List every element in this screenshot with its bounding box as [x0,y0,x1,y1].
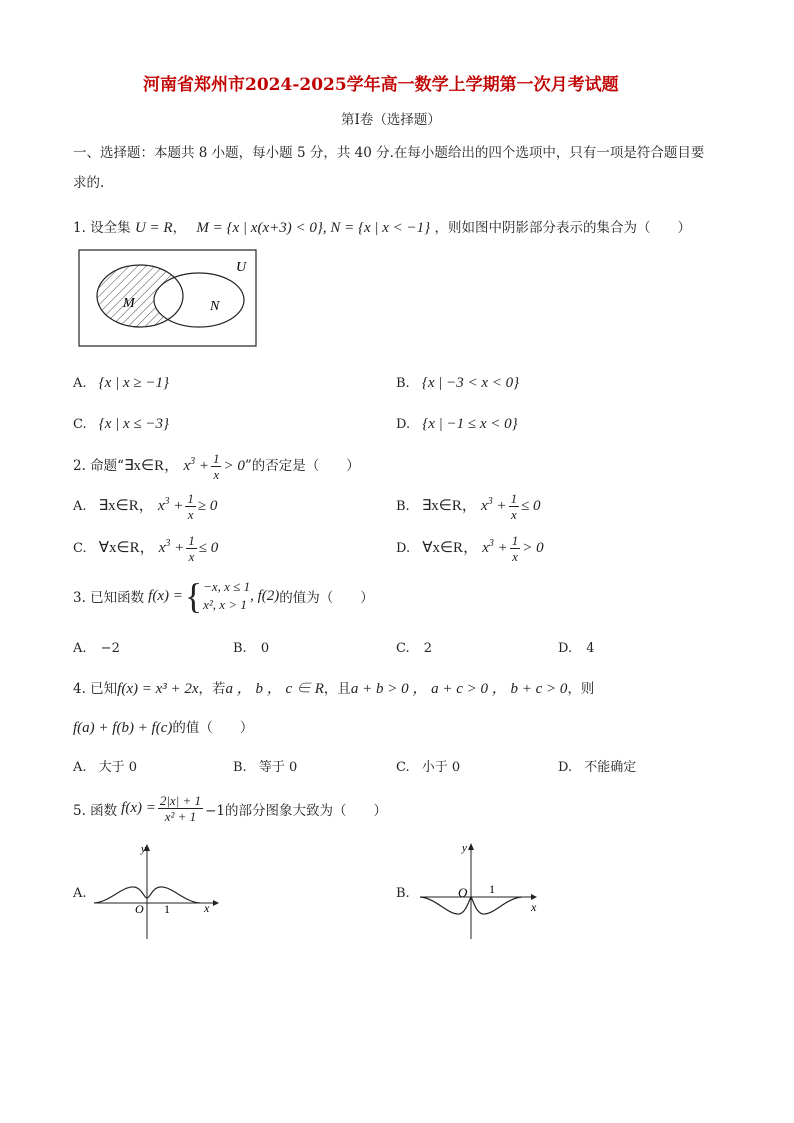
q2-suffix: ”的否定是（ ） [244,458,360,474]
y-label: y [141,843,146,855]
x-label: x [204,901,210,915]
question-4-stem-cont [73,716,253,737]
option-quantifier: ∃x∈R， [98,498,154,514]
q1-option-d[interactable] [396,416,518,433]
q4-vars: a ， b ， c ∈ R [225,681,324,697]
q1-sets: M = {x | x(x+3) < 0}, N = {x | x < −1} [196,220,431,236]
q1-number: 1. 设全集 [73,220,131,236]
option-label: D. [558,641,573,656]
option-text: 不能确定 [584,760,637,775]
q5-graph-b[interactable] [414,838,544,942]
q1-universal-set: U = R [134,220,173,236]
option-label: A. [73,499,87,514]
option-relation: ≥ 0 [197,498,218,514]
option-label: B. [233,641,247,656]
option-label: B. [396,376,410,391]
option-label: D. [558,760,573,775]
q2-prefix: 2. 命题“ [73,458,125,474]
option-label: C. [396,641,410,656]
q4-question: 的值（ ） [172,720,254,736]
x-axis-arrow-icon [213,900,219,906]
question-1-stem: 1. 设全集 U = R， M = {x | x(x+3) < 0}, N = {x | x < −1} ，则如图中阴影部分表示的集合为（ ） [73,220,691,236]
q1-option-b[interactable] [396,375,519,392]
q4-end: ，则 [567,681,595,697]
question-3-stem: 3. 已知函数 f(x) = { −x, x ≤ 1 x², x > 1 , f(2) 的值为（ ） [73,576,374,616]
option-text: {x | x ≥ −1} [98,375,169,391]
section-instructions: 一、选择题：本题共 8 小题，每小题 5 分，共 40 分.在每小题给出的四个选项中，只有一项是符合题目要 [73,145,705,161]
q3-option-c[interactable] [396,641,432,656]
q3-suffix: 的值为（ ） [279,590,374,606]
option-text: {x | x ≤ −3} [98,416,170,432]
q5-option-b-label[interactable]: B. [396,886,410,901]
q1-option-c[interactable] [73,416,169,433]
option-label: C. [396,760,410,775]
section-instructions-cont: 求的. [73,175,105,191]
option-label: D. [396,541,411,556]
option-label: C. [73,541,87,556]
option-label: A. [73,376,87,391]
question-2-stem: 2. 命题“∃x∈R， $x^3$ + $\frac{1}{x}$ > 0”的否定是（ ） [73,451,360,482]
option-quantifier: ∀x∈R， [422,540,479,556]
q4-option-b[interactable] [233,756,297,775]
option-text: 0 [260,641,270,656]
q4-function: f(x) = x³ + 2x [117,681,199,697]
tick-label-1: 1 [164,902,170,916]
q4-option-c[interactable] [396,756,460,775]
q5-numerator: 2|x| + 1 [159,793,202,808]
q4-cond-prefix: ，且 [323,681,351,697]
venn-diagram [78,249,258,348]
q4-conditions: a + b > 0 ， a + c > 0 ， b + c > 0 [350,681,568,697]
option-label: A. [73,641,87,656]
option-text: {x | −3 < x < 0} [421,375,520,391]
q4-option-d[interactable] [558,756,636,775]
option-relation: ≤ 0 [198,540,219,556]
question-4-stem [73,677,594,698]
option-relation: > 0 [522,540,544,556]
q2-option-b[interactable]: B. ∃x∈R， $x^3$ + $\frac{1}{x}$ ≤ 0 [396,491,541,522]
q4-sum: f(a) + f(b) + f(c) [73,720,173,736]
y-axis-arrow-icon [468,843,474,850]
q4-prefix: 4. 已知 [73,681,118,697]
option-label: B. [233,760,247,775]
q4-option-a[interactable] [73,756,137,775]
label-m: M [123,296,135,311]
q5-graph-a[interactable] [88,840,228,942]
label-n: N [210,299,220,314]
option-text: 大于 0 [98,760,138,775]
origin-label: O [135,902,144,916]
tick-label-1: 1 [489,882,495,896]
option-text: 2 [423,641,433,656]
q3-prefix: 3. 已知函数 [73,590,145,606]
q2-option-a[interactable]: A. ∃x∈R， $x^3$ + $\frac{1}{x}$ ≥ 0 [73,491,218,522]
q1-question: ，则如图中阴影部分表示的集合为（ ） [434,220,691,236]
option-label: A. [73,760,87,775]
q3-option-d[interactable] [558,641,595,656]
question-5-stem: 5. 函数 f(x) = $\frac{2|x| + 1}{\text{x² + 1}}$ −1的部分图象大致为（ ） [73,793,387,824]
option-text: 4 [586,641,595,656]
option-text: 小于 0 [421,760,461,775]
q3-case-2: x², x > 1 [203,597,247,612]
label-u: U [236,260,247,275]
q1-option-a[interactable] [73,375,169,392]
option-label: D. [396,417,411,432]
x-label: x [531,900,537,914]
q5-option-a-label[interactable]: A. [73,886,87,901]
option-text: {x | −1 ≤ x < 0} [422,416,518,432]
origin-label: O [458,885,468,900]
q4-mid: ，若 [198,681,226,697]
option-label: B. [396,499,410,514]
q2-option-c[interactable]: C. ∀x∈R， $x^3$ + $\frac{1}{x}$ ≤ 0 [73,533,219,564]
option-relation: ≤ 0 [521,498,541,514]
option-quantifier: ∃x∈R， [421,498,477,514]
option-quantifier: ∀x∈R， [98,540,155,556]
q3-option-a[interactable] [73,641,120,656]
option-text: −2 [100,641,120,656]
q5-suffix: −1的部分图象大致为（ ） [205,802,387,819]
q5-denominator: x² + 1 [164,809,197,824]
q2-option-d[interactable]: D. ∀x∈R， $x^3$ + $\frac{1}{x}$ > 0 [396,533,544,564]
option-label: C. [73,417,87,432]
y-label: y [462,842,467,854]
q3-option-b[interactable] [233,641,269,656]
option-text: 等于 0 [258,760,298,775]
page-title: 河南省郑州市2024-2025学年高一数学上学期第一次月考试题 [143,75,619,95]
q2-quantifier: ∃x∈R， [124,458,180,474]
q3-case-1: −x, x ≤ 1 [203,579,251,595]
q5-prefix: 5. 函数 [73,802,118,819]
page-subtitle: 第Ⅰ卷（选择题） [341,112,441,128]
